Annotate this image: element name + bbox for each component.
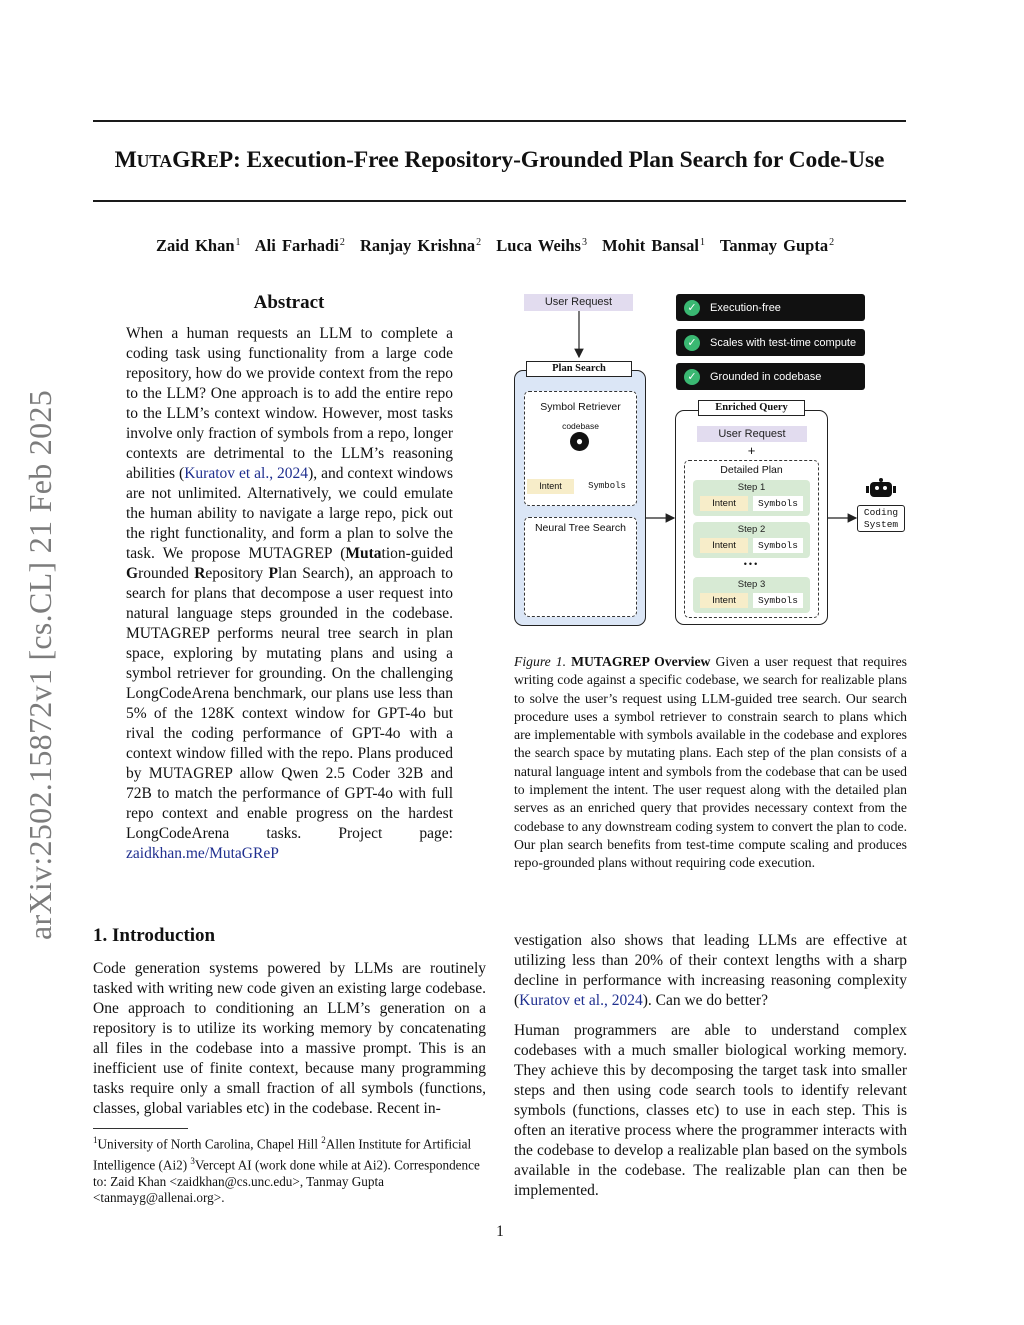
figure-caption: Figure 1. MUTAGREP Overview Given a user request that requires writing code against a specific codebase, we search for realizable plans to solve the user’s request using LLM-guided tree search. Our search procedure uses a symbol retriever to constrain search to plans which are implementable with symbols available in the codebase and explores the search space by mutating plans. Each step of the plan consists of a natural language intent and symbols from the codebase that can be used to implement the intent. The user request along with the detailed plan serves as an enriched query that provides necessary context from the codebase to any downstream coding system to convert the plan to code. Our plan search benefits from test-time compute scaling and produces repo-grounded plans without requiring code execution. xyxy=(514,654,908,871)
arxiv-identifier: arXiv:2502.15872v1 [cs.CL] 21 Feb 2025 xyxy=(22,389,58,940)
intro-paragraph: Code generation systems powered by LLMs are routinely tasked with writing new code given an existing large codebase. One approach to conditioning an LLM’s generation on a repository is to utilize its working memory by concatenating all files in the codebase into a massive prompt. This is an inefficient use of finite context, because many programming tasks require only a small fraction of all symbols (functions, classes, global variables etc) in the codebase. Recent in- xyxy=(93,960,486,1117)
citation-link[interactable]: Kuratov et al., 2024 xyxy=(184,465,309,482)
github-icon: ● xyxy=(570,432,589,451)
badge-execution-free: ✓ Execution-free xyxy=(676,294,865,321)
intro-paragraph-continued: vestigation also shows that leading LLMs are effective at utilizing less than 20% of their context lengths with a sharp decline in performance with increasing reasoning complexity (Kuratov et al., 2024). Can we do better? xyxy=(514,932,907,1009)
author-name: Ranjay Krishna xyxy=(359,236,476,255)
coding-system-box: Coding System xyxy=(857,505,905,532)
plan-step: Step 1 xyxy=(693,480,810,516)
symbols-chip: Symbols xyxy=(753,538,803,553)
intent-chip: Intent xyxy=(700,593,748,608)
symbol-retriever-label: Symbol Retriever xyxy=(540,401,621,413)
page-number: 1 xyxy=(496,1223,504,1240)
author-list: Zaid Khan$^1$ Ali Farhadi$^2$ Ranjay Krishna$^2$ Luca Weihs$^3$ Mohit Bansal$^1$ Tanmay Gupta$^2$ xyxy=(155,236,835,255)
intent-chip: Intent xyxy=(527,479,574,494)
abstract-heading: Abstract xyxy=(253,292,325,313)
badge-grounded: ✓ Grounded in codebase xyxy=(676,363,865,390)
section-heading-introduction: 1. Introduction xyxy=(93,925,216,946)
author-name: Zaid Khan xyxy=(155,236,235,255)
plus-sign: + xyxy=(747,443,756,458)
author-name: Tanmay Gupta xyxy=(719,236,829,255)
plan-step: Step 3 xyxy=(693,577,810,613)
symbols-chip: Symbols xyxy=(588,481,626,491)
detailed-plan-label: Detailed Plan xyxy=(720,464,783,476)
intent-chip: Intent xyxy=(700,538,748,553)
figure-connectors xyxy=(0,0,1024,660)
neural-tree-search-label: Neural Tree Search xyxy=(534,522,627,534)
intro-paragraph: Human programmers are able to understand complex codebases with a much smaller biological working memory. They achieve this by decomposing the target task into smaller steps and then using code search tools to identify relevant symbols (functions, classes etc) to use in each step. This is often an iterative process where the programmer interacts with the codebase to develop a realizable plan based on the symbols available in the codebase. The realizable plan can then be implemented. xyxy=(514,1022,907,1199)
footnote-rule xyxy=(93,1128,188,1129)
paper-title: MUTAGREP: Execution-Free Repository-Grounded Plan Search for Code-Use xyxy=(114,147,885,173)
intent-chip: Intent xyxy=(700,496,748,511)
symbols-chip: Symbols xyxy=(753,496,803,511)
badge-scales: ✓ Scales with test-time compute xyxy=(676,329,865,356)
symbols-chip: Symbols xyxy=(753,593,803,608)
enriched-query-label: Enriched Query xyxy=(698,400,805,416)
plan-search-label: Plan Search xyxy=(526,361,632,377)
ellipsis: ••• xyxy=(743,559,760,569)
plan-step: Step 2 xyxy=(693,522,810,558)
robot-icon xyxy=(866,478,896,500)
affiliation-footnote: $^1$University of North Carolina, Chapel Hill $^2$Allen Institute for Artificial Intelligence (Ai2) $^3$Vercept AI (work done while at Ai2). Correspondence to: Zaid Khan <zaidkhan@cs.unc.edu>, Tanmay Gupta <tanmayg@allenai.org>. xyxy=(93,1135,480,1206)
abstract-body: When a human requests an LLM to complete a coding task using functionality from a large code repository, how do we provide context from the repo to the LLM? One approach is to add the entire repo to the LLM’s context window. However, most tasks involve only fraction of symbols from a repo, longer contexts are detrimental to the LLM’s reasoning abilities (Kuratov et al., 2024), and context windows are not unlimited. Alternatively, we could emulate the human ability to navigate a large repo, pick out the right functionality, and form a plan to solve the task. We propose MUTAGREP (Mutation-guided Grounded Repository Plan Search), an approach to search for plans that decompose a user request into natural language steps grounded in the codebase. MUTAGREP performs neural tree search in plan space, exploring by mutating plans and using a symbol retriever for grounding. On the challenging LongCodeArena benchmark, our plans use less than 5% of the 128K context window for GPT-4o but rival the coding performance of GPT-4o with a context window filled with the repo. Plans produced by MUTAGREP allow Qwen 2.5 Coder 32B and 72B to match the performance of GPT-4o with full repo context and enable progress on the hardest LongCodeArena tasks. Project page: zaidkhan.me/MutaGReP xyxy=(126,325,453,862)
author-name: Mohit Bansal xyxy=(602,236,700,255)
author-name: Luca Weihs xyxy=(496,236,581,255)
user-request-box: User Request xyxy=(697,426,807,442)
codebase-label: codebase xyxy=(562,421,599,431)
check-icon: ✓ xyxy=(684,335,700,351)
check-icon: ✓ xyxy=(684,369,700,385)
project-page-link[interactable]: zaidkhan.me/MutaGReP xyxy=(126,845,279,862)
author-name: Ali Farhadi xyxy=(254,236,339,255)
citation-link[interactable]: Kuratov et al., 2024 xyxy=(519,992,643,1009)
user-request-box: User Request xyxy=(524,294,633,311)
check-icon: ✓ xyxy=(684,300,700,316)
